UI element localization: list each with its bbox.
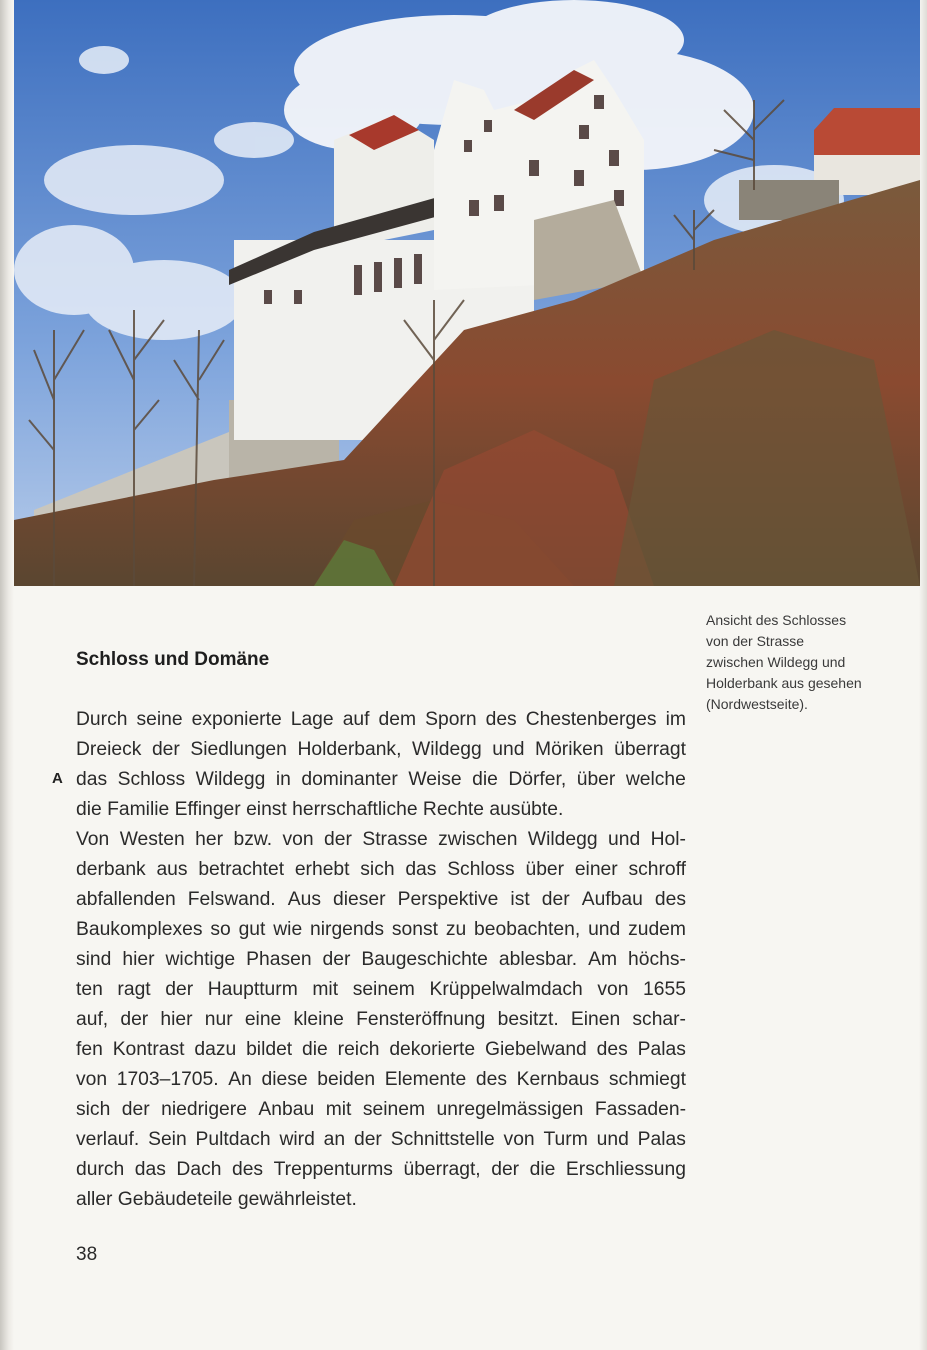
castle-photo bbox=[14, 0, 920, 586]
page-number: 38 bbox=[76, 1244, 98, 1265]
body-line: von 1703–1705. An diese beiden Elemente des Kernbaus schmiegt bbox=[76, 1069, 686, 1090]
body-line: aller Gebäudeteile gewährleistet. bbox=[76, 1189, 357, 1210]
page-binding-edge bbox=[0, 0, 14, 1350]
body-line: Von Westen her bzw. von der Strasse zwischen Wildegg und Hol- bbox=[76, 829, 686, 850]
body-text bbox=[76, 705, 686, 1215]
body-line: sind hier wichtige Phasen der Baugeschichte ablesbar. Am höchs- bbox=[76, 949, 686, 970]
body-line: Baukomplexes so gut wie nirgends sonst zu beobachten, und zudem bbox=[76, 919, 686, 940]
caption-line: (Nordwestseite). bbox=[706, 696, 808, 712]
section-heading: Schloss und Domäne bbox=[76, 649, 270, 670]
body-line: Durch seine exponierte Lage auf dem Sporn des Chestenberges im bbox=[76, 709, 686, 730]
photo-caption bbox=[706, 610, 906, 715]
page-right-edge bbox=[919, 0, 927, 1350]
caption-line: Holderbank aus gesehen bbox=[706, 675, 862, 691]
body-line: das Schloss Wildegg in dominanter Weise die Dörfer, über welche bbox=[76, 769, 686, 790]
body-line: auf, der hier nur eine kleine Fensteröffnung besitzt. Einen schar- bbox=[76, 1009, 686, 1030]
body-line: fen Kontrast dazu bildet die reich dekorierte Giebelwand des Palas bbox=[76, 1039, 686, 1060]
body-line: Dreieck der Siedlungen Holderbank, Wildegg und Möriken überragt bbox=[76, 739, 686, 760]
caption-line: zwischen Wildegg und bbox=[706, 654, 846, 670]
body-line: ten ragt der Hauptturm mit seinem Krüppelwalmdach von 1655 bbox=[76, 979, 686, 1000]
caption-line: Ansicht des Schlosses bbox=[706, 612, 847, 628]
body-line: abfallenden Felswand. Aus dieser Perspektive ist der Aufbau des bbox=[76, 889, 686, 910]
body-line: die Familie Effinger einst herrschaftliche Rechte ausübte. bbox=[76, 799, 564, 820]
body-line: derbank aus betrachtet erhebt sich das Schloss über einer schroff bbox=[76, 859, 686, 880]
caption-line: von der Strasse bbox=[706, 633, 805, 649]
margin-marker: A bbox=[52, 770, 63, 787]
body-line: durch das Dach des Treppenturms überragt, der die Erschliessung bbox=[76, 1159, 686, 1180]
body-line: verlauf. Sein Pultdach wird an der Schnittstelle von Turm und Palas bbox=[76, 1129, 686, 1150]
body-line: sich der niedrigere Anbau mit seinem unregelmässigen Fassaden- bbox=[76, 1099, 686, 1120]
